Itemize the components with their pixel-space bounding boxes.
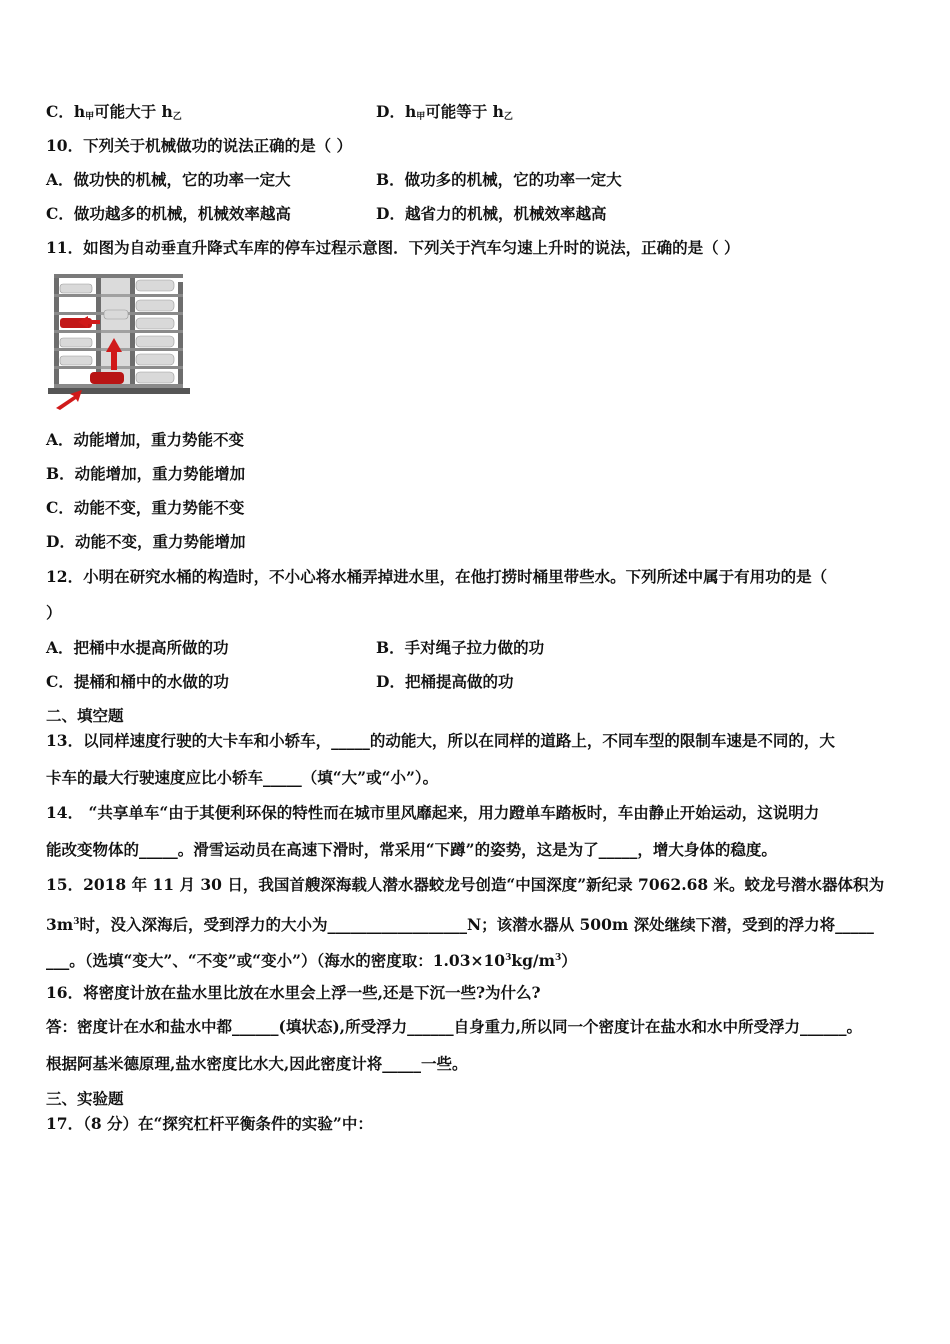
q11-option-c: C．动能不变，重力势能不变: [46, 498, 245, 517]
q12-option-b: B．手对绳子拉力做的功: [376, 638, 545, 657]
q11-stem: 11．如图为自动垂直升降式车库的停车过程示意图．下列关于汽车匀速上升时的说法，正确的是（ ）: [46, 238, 740, 257]
q9-option-c: C．$h_甲$可能大于 $h_乙$: [46, 102, 182, 122]
q11-option-d: D．动能不变，重力势能增加: [46, 532, 246, 551]
q10-option-d: D．越省力的机械，机械效率越高: [376, 204, 607, 223]
q15-line2: $3m^3$时，没入深海后，受到浮力的大小为__________________N；该潜水器从 500m 深处继续下潜，受到的浮力将_____: [46, 915, 874, 934]
q16-stem: 16．将密度计放在盐水里比放在水里会上浮一些,还是下沉一些?为什么?: [46, 983, 541, 1002]
q11-option-a: A．动能增加，重力势能不变: [46, 430, 245, 449]
q13-line2: 卡车的最大行驶速度应比小轿车_____（填“大”或“小”）。: [46, 768, 439, 787]
q14-line2: 能改变物体的_____。滑雪运动员在高速下滑时，常采用“下蹲”的姿势，这是为了_____，增大身体的稳度。: [46, 840, 777, 859]
q16-answer-line2: 根据阿基米德原理,盐水密度比水大,因此密度计将_____一些。: [46, 1054, 468, 1073]
q17-stem: 17．（8 分）在“探究杠杆平衡条件的实验”中：: [46, 1114, 373, 1133]
q13-line1: 13．以同样速度行驶的大卡车和小轿车，_____的动能大，所以在同样的道路上，不同车型的限制车速是不同的，大: [46, 731, 835, 750]
q12-stem: 12．小明在研究水桶的构造时，不小心将水桶弄掉进水里，在他打捞时桶里带些水。下列所述中属于有用功的是（: [46, 567, 828, 586]
q10-stem: 10．下列关于机械做功的说法正确的是（ ）: [46, 136, 352, 155]
q12-stem-close: ）: [46, 603, 62, 622]
q11-option-b: B．动能增加，重力势能增加: [46, 464, 246, 483]
q10-option-b: B．做功多的机械，它的功率一定大: [376, 170, 622, 189]
section-experiment-title: 三、实验题: [46, 1089, 124, 1108]
q12-option-d: D．把桶提高做的功: [376, 672, 514, 691]
parking-garage-figure: [48, 268, 190, 410]
q14-line1: 14． “共享单车“由于其便利环保的特性而在城市里风靡起来，用力蹬单车踏板时，车由静止开始运动，这说明力: [46, 803, 820, 822]
q15-line1: 15．2018 年 11 月 30 日，我国首艘深海载人潜水器蛟龙号创造“中国深度”新纪录 7062.68 米。蛟龙号潜水器体积为: [46, 875, 885, 894]
q16-answer-line1: 答：密度计在水和盐水中都______(填状态),所受浮力______自身重力,所以同一个密度计在盐水和水中所受浮力______。: [46, 1017, 862, 1036]
q12-option-c: C．提桶和桶中的水做的功: [46, 672, 229, 691]
q9-option-d: D．$h_甲$可能等于 $h_乙$: [376, 102, 513, 122]
q10-option-a: A．做功快的机械，它的功率一定大: [46, 170, 291, 189]
q10-option-c: C．做功越多的机械，机械效率越高: [46, 204, 291, 223]
q15-line3: ___。（选填“变大”、“不变”或“变小”）（海水的密度取：$1.03\times 10^3kg/m^3$）: [46, 951, 577, 970]
q12-option-a: A．把桶中水提高所做的功: [46, 638, 229, 657]
section-fill-in-title: 二、填空题: [46, 706, 124, 725]
